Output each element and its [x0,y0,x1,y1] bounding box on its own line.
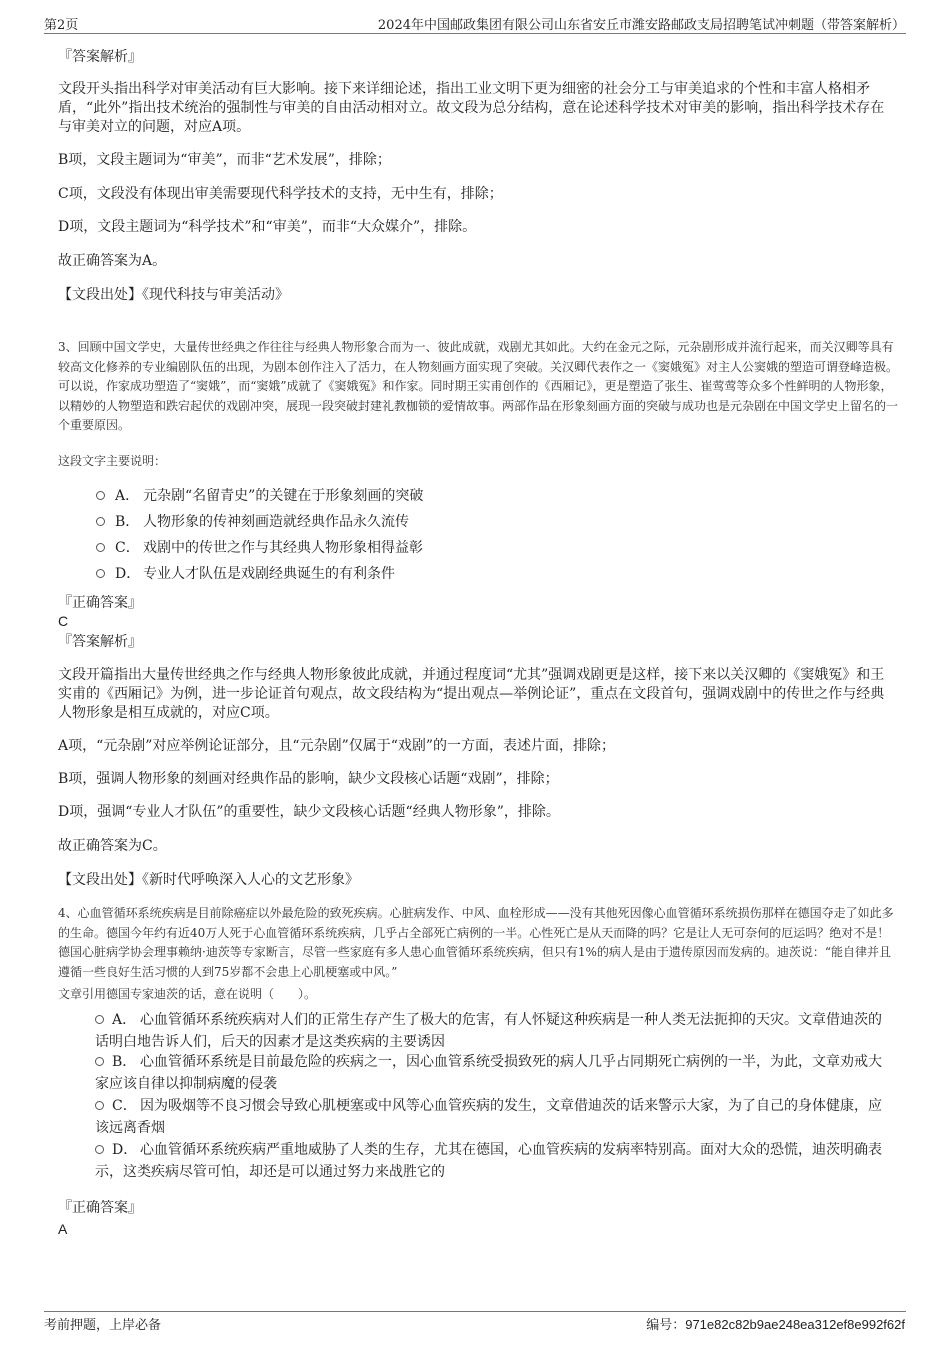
radio-icon[interactable] [95,1101,104,1110]
q4-prompt: 文章引用德国专家迪茨的话，意在说明（ ）。 [58,987,317,1001]
footer-divider [44,1311,906,1312]
radio-icon[interactable] [96,569,105,578]
q2-analysis-d: D项，文段主题词为“科学技术”和“审美”，而非“大众媒介”，排除。 [58,219,477,235]
q3-analysis-label: 『答案解析』 [58,634,142,650]
q4-option-b[interactable] [95,1051,895,1095]
option-letter: C． [115,540,140,556]
q4-option-a[interactable] [95,1009,895,1053]
option-letter: C． [112,1098,137,1114]
q3-stem: 3、回顾中国文学史，大量传世经典之作往往与经典人物形象合而为一、彼此成就，戏剧尤其如此。大约在金元之际，元杂剧形成并流行起来，而关汉卿等具有较高文化修养的专业编剧队伍的出现，为剧本创作注入了活力，在人物刻画方面实现了突破。关汉卿代表作之一《窦娥冤》对主人公窦娥的塑造可谓登峰造极。可以说，作家成功塑造了“窦娥”，而“窦娥”成就了《窦娥冤》和作家。同时期王实甫创作的《西厢记》，更是塑造了张生、崔莺莺等众多个性鲜明的人物形象，以精妙的人物塑造和跌宕起伏的戏剧冲突，展现一段突破封建礼教枷锁的爱情故事。两部作品在形象刻画方面的突破与成功也是元杂剧在中国文学史上留名的一个重要原因。 [58,340,899,432]
q4-answer-label: 『正确答案』 [58,1200,142,1216]
q3-analysis-b: B项，强调人物形象的刻画对经典作品的影响，缺少文段核心话题“戏剧”，排除； [58,771,559,787]
option-letter: D． [112,1142,138,1158]
footer-slogan: 考前押题，上岸必备 [44,1318,162,1333]
radio-icon[interactable] [95,1145,104,1154]
q3-analysis-d: D项，强调“专业人才队伍”的重要性，缺少文段核心话题“经典人物形象”，排除。 [58,804,560,820]
q3-analysis-paragraph: 文段开篇指出大量传世经典之作与经典人物形象彼此成就，并通过程度词“尤其”强调戏剧更是这样，接下来以关汉卿的《窦娥冤》和王实甫的《西厢记》为例，进一步论证首句观点，故文段结构为“提出观点—举例论证”，重点在文段首句，强调戏剧中的传世之作与经典人物形象是相互成就的，对应C项。 [58,667,885,721]
q3-prompt: 这段文字主要说明： [58,454,167,468]
radio-icon[interactable] [95,1015,104,1024]
option-letter: D． [115,566,141,582]
footer-code-value: 971e82c82b9ae248ea312ef8e992f62f [685,1317,905,1332]
q3-answer: C [58,613,69,629]
option-text: 心血管循环系统疾病严重地威胁了人类的生存，尤其在德国，心血管疾病的发病率特别高。面对大众的恐慌，迪茨明确表示，这类疾病尽管可怕，却还是可以通过努力来战胜它的 [95,1142,882,1180]
q4-stem: 4、心血管循环系统疾病是目前除癌症以外最危险的致死疾病。心脏病发作、中风、血栓形成——没有其他死因像心血管循环系统损伤那样在德国夺走了如此多的生命。德国今年约有近40万人死于心血管循环系统疾病，几乎占全部死亡病例的一半。心性死亡是从天而降的吗？它是让人无可奈何的厄运吗？绝对不是！德国心脏病学协会理事赖纳·迪茨等专家断言，尽管一些家庭有多人患心血管循环系统疾病，但只有1%的病人是由于遗传原因而发病的。迪茨说：“能自律并且遵循一些良好生活习惯的人到75岁都不会患上心肌梗塞或中风。” [58,906,894,979]
q3-answer-label: 『正确答案』 [58,595,142,611]
option-text: 戏剧中的传世之作与其经典人物形象相得益彰 [143,540,423,556]
q4-option-c[interactable] [95,1095,895,1139]
option-letter: A． [115,488,140,504]
q3-option-b[interactable] [96,512,409,532]
q2-analysis-label: 『答案解析』 [58,49,142,65]
option-text: 专业人才队伍是戏剧经典诞生的有利条件 [143,566,395,582]
option-text: 因为吸烟等不良习惯会导致心肌梗塞或中风等心血管疾病的发生，文章借迪茨的话来警示大家，为了自己的身体健康，应该远离香烟 [95,1098,882,1136]
header-divider [44,33,906,34]
q3-option-d[interactable] [96,564,395,584]
q3-option-c[interactable] [96,538,423,558]
q3-conclusion: 故正确答案为C。 [58,838,167,854]
footer-code-label: 编号： [646,1318,686,1333]
option-text: 人物形象的传神刻画造就经典作品永久流传 [143,514,409,530]
footer-code [646,1314,905,1333]
q3-option-a[interactable] [96,486,423,506]
option-text: 心血管循环系统是目前最危险的疾病之一，因心血管系统受损致死的病人几乎占同期死亡病例的一半，为此，文章劝戒大家应该自律以抑制病魔的侵袭 [95,1054,882,1092]
option-text: 心血管循环系统疾病对人们的正常生存产生了极大的危害，有人怀疑这种疾病是一种人类无法扼抑的天灾。文章借迪茨的话明白地告诉人们，后天的因素才是这类疾病的主要诱因 [95,1012,882,1050]
document-title: 2024年中国邮政集团有限公司山东省安丘市潍安路邮政支局招聘笔试冲刺题（带答案解析） [377,18,905,33]
q2-conclusion: 故正确答案为A。 [58,253,167,269]
q4-answer: A [58,1221,68,1237]
option-text: 元杂剧“名留青史”的关键在于形象刻画的突破 [143,488,424,504]
option-letter: B． [115,514,140,530]
q2-analysis-b: B项，文段主题词为“审美”，而非“艺术发展”，排除； [58,152,391,168]
option-letter: A． [112,1012,137,1028]
q2-analysis-paragraph: 文段开头指出科学对审美活动有巨大影响。接下来详细论述，指出工业文明下更为细密的社会分工与审美追求的个性和丰富人格相矛盾，“此外”指出技术统治的强制性与审美的自由活动相对立。故文段为总分结构，意在论述科学技术对审美的影响，指出科学技术存在与审美对立的问题，对应A项。 [58,81,885,135]
radio-icon[interactable] [95,1057,104,1066]
page-number: 第2页 [44,18,79,33]
radio-icon[interactable] [96,517,105,526]
radio-icon[interactable] [96,543,105,552]
q2-analysis-c: C项，文段没有体现出审美需要现代科学技术的支持，无中生有，排除； [58,186,503,202]
option-letter: B． [112,1054,137,1070]
q3-source: 【文段出处】《新时代呼唤深入人心的文艺形象》 [58,872,359,888]
radio-icon[interactable] [96,491,105,500]
q4-option-d[interactable] [95,1139,895,1183]
q3-analysis-a: A项，“元杂剧”对应举例论证部分，且“元杂剧”仅属于“戏剧”的一方面，表述片面，排除； [58,738,616,754]
q2-source: 【文段出处】《现代科技与审美活动》 [58,287,289,303]
